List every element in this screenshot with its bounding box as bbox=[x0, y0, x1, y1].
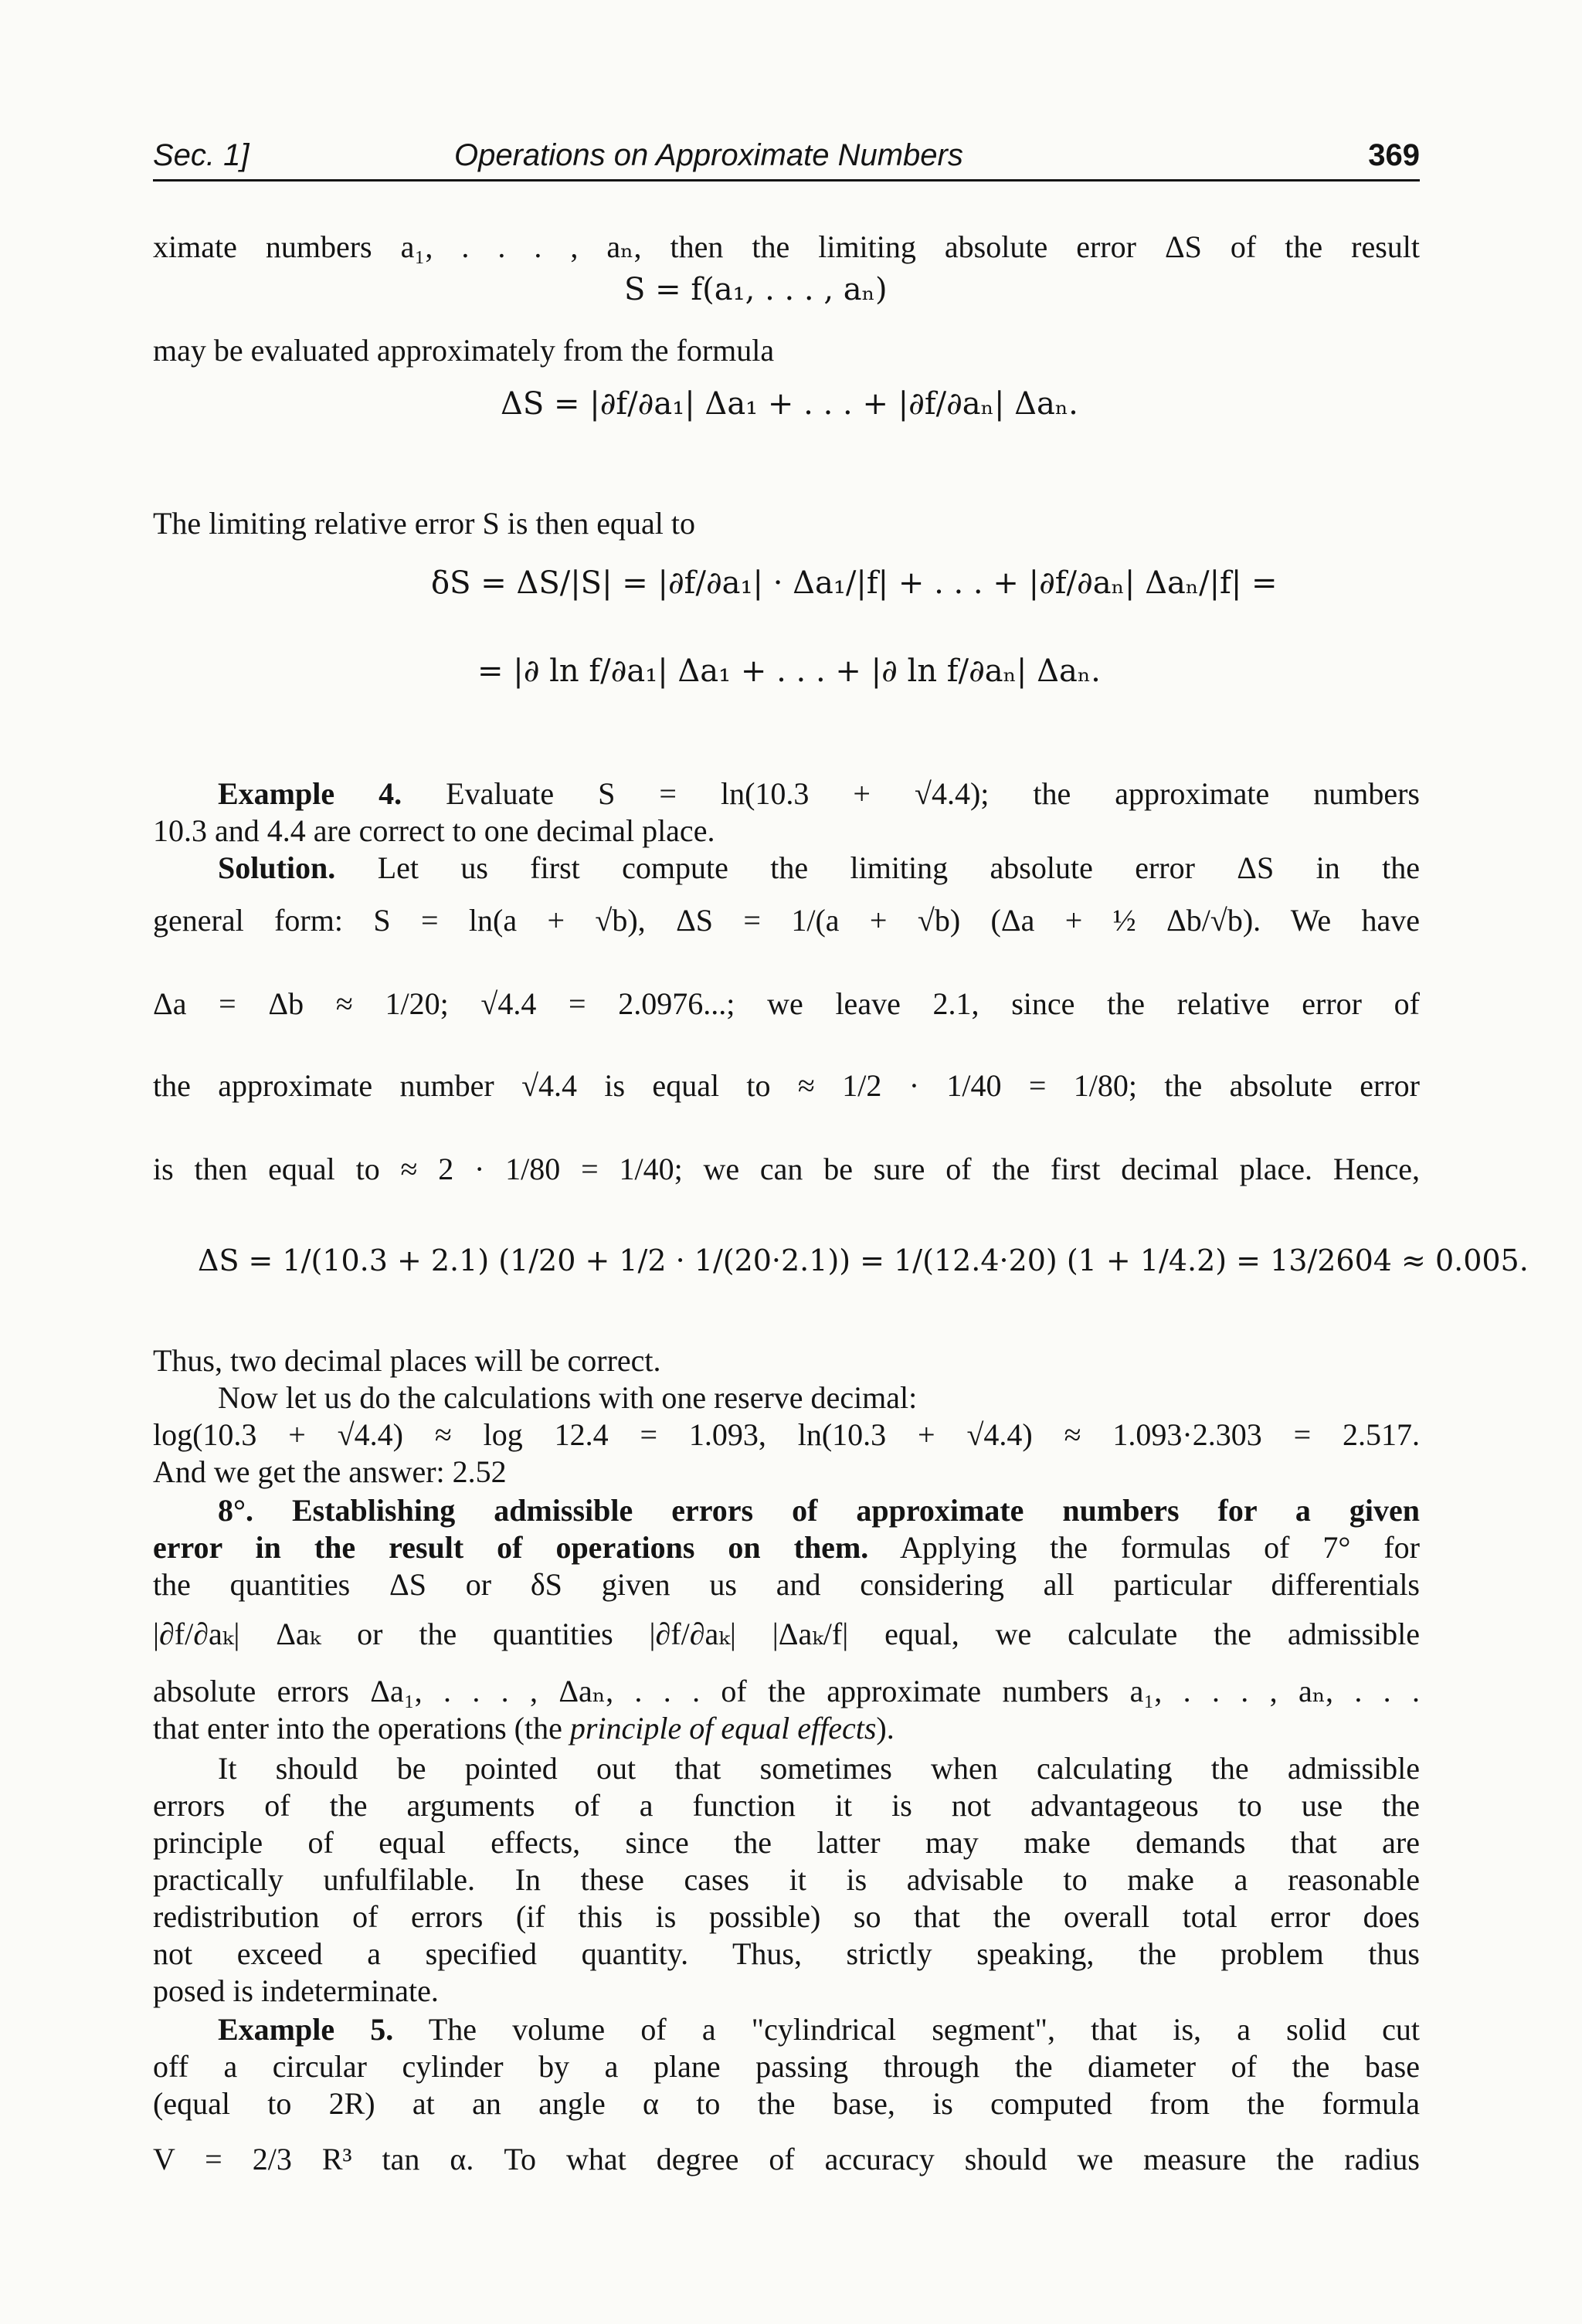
text-line: general form: S = ln(a + √b), ΔS = 1/(a + √b) (Δa + ½ Δb/√b). We have bbox=[153, 903, 1420, 938]
text-line: ximate numbers a₁, . . . , aₙ, then the limiting absolute error ΔS of the result bbox=[153, 229, 1420, 264]
text-line: not exceed a specified quantity. Thus, strictly speaking, the problem thus bbox=[153, 1936, 1420, 1971]
principle-line: that enter into the operations (the principle of equal effects). bbox=[153, 1711, 895, 1746]
running-title: Operations on Approximate Numbers bbox=[454, 138, 963, 172]
text-line: absolute errors Δa₁, . . . , Δaₙ, . . . of the approximate numbers a₁, . . . , aₙ, . . . bbox=[153, 1674, 1420, 1708]
text-line: Δa = Δb ≈ 1/20; √4.4 = 2.0976...; we leave 2.1, since the relative error of bbox=[153, 986, 1420, 1021]
text-line: Now let us do the calculations with one reserve decimal: bbox=[218, 1380, 918, 1415]
text-line: The limiting relative error S is then equal to bbox=[153, 506, 696, 541]
text-line: the approximate number √4.4 is equal to ≈ 1/2 · 1/40 = 1/80; the absolute error bbox=[153, 1068, 1420, 1103]
text-line: practically unfulfilable. In these cases it is advisable to make a reasonable bbox=[153, 1862, 1420, 1897]
equation-delta-s-numeric: ΔS = 1/(10.3 + 2.1) (1/20 + 1/2 · 1/(20·2.1)) = 1/(12.4·20) (1 + 1/4.2) = 13/2604 ≈ 0.005. bbox=[198, 1243, 1529, 1277]
text-line: errors of the arguments of a function it is not advantageous to use the bbox=[153, 1788, 1420, 1823]
text-line: may be evaluated approximately from the formula bbox=[153, 333, 775, 368]
example-5-label: Example 5. bbox=[218, 2012, 394, 2047]
page-number: 369 bbox=[1368, 138, 1420, 172]
equation-s: S = f(a₁, . . . , aₙ) bbox=[624, 272, 888, 307]
example-4-line bbox=[153, 775, 1420, 812]
text-line: off a circular cylinder by a plane passing through the diameter of the base bbox=[153, 2049, 1420, 2084]
text-line: |∂f/∂aₖ| Δaₖ or the quantities |∂f/∂aₖ| |Δaₖ/f| equal, we calculate the admissible bbox=[153, 1617, 1420, 1651]
solution-label: Solution. bbox=[218, 850, 336, 885]
text-line: the quantities ΔS or δS given us and considering all particular differentials bbox=[153, 1567, 1420, 1602]
text-line: V = 2/3 R³ tan α. To what degree of accuracy should we measure the radius bbox=[153, 2142, 1420, 2176]
text-line: 10.3 and 4.4 are correct to one decimal place. bbox=[153, 813, 715, 848]
text-line: log(10.3 + √4.4) ≈ log 12.4 = 1.093, ln(10.3 + √4.4) ≈ 1.093·2.303 = 2.517. bbox=[153, 1417, 1420, 1452]
example-4-text: Evaluate S = ln(10.3 + √4.4); the approximate numbers bbox=[446, 776, 1420, 811]
text-line: principle of equal effects, since the latter may make demands that are bbox=[153, 1825, 1420, 1860]
text-line: redistribution of errors (if this is possible) so that the overall total error does bbox=[153, 1899, 1420, 1934]
equation-relative-1: δS = ΔS/|S| = |∂f/∂a₁| · Δa₁/|f| + . . . + |∂f/∂aₙ| Δaₙ/|f| = bbox=[431, 565, 1278, 601]
text-line: Thus, two decimal places will be correct. bbox=[153, 1343, 661, 1378]
principle-name: principle of equal effects bbox=[569, 1711, 877, 1746]
equation-delta-s: ΔS = |∂f/∂a₁| Δa₁ + . . . + |∂f/∂aₙ| Δaₙ. bbox=[501, 386, 1078, 422]
section-label: Sec. 1] bbox=[153, 138, 250, 172]
example-4-label: Example 4. bbox=[218, 776, 402, 811]
running-header bbox=[153, 131, 1420, 182]
equation-relative-2: = |∂ ln f/∂a₁| Δa₁ + . . . + |∂ ln f/∂aₙ| Δaₙ. bbox=[477, 653, 1101, 689]
section-8-heading: 8°. Establishing admissible errors of approximate numbers for a given bbox=[218, 1493, 1420, 1528]
text-line: (equal to 2R) at an angle α to the base, is computed from the formula bbox=[153, 2086, 1420, 2121]
text-line: posed is indeterminate. bbox=[153, 1973, 439, 2008]
section-8-line: error in the result of operations on them. Applying the formulas of 7° for bbox=[153, 1530, 1420, 1565]
text-line: It should be pointed out that sometimes when calculating the admissible bbox=[218, 1751, 1420, 1786]
example-5-line: Example 5. The volume of a "cylindrical segment", that is, a solid cut bbox=[218, 2012, 1420, 2047]
text-line: And we get the answer: 2.52 bbox=[153, 1454, 507, 1489]
solution-text: Let us first compute the limiting absolute error ΔS in the bbox=[377, 850, 1421, 885]
text-line: is then equal to ≈ 2 · 1/80 = 1/40; we can be sure of the first decimal place. Hence, bbox=[153, 1152, 1420, 1186]
solution-line bbox=[153, 850, 1420, 886]
